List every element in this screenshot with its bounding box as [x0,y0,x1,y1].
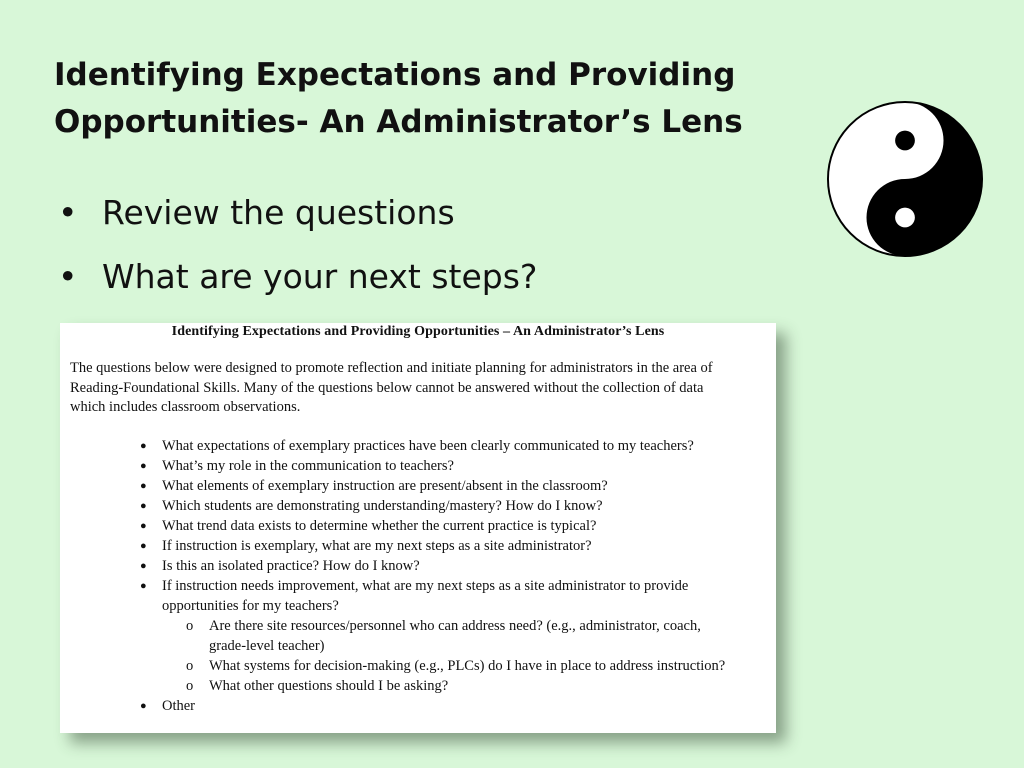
question-text: Which students are demonstrating understanding/mastery? How do I know? [162,498,603,514]
slide-bullet-text: Review the questions [102,193,455,232]
bullet-marker: ● [140,580,147,592]
bullet-marker: ● [140,480,147,492]
question-text: What’s my role in the communication to teachers? [162,458,454,474]
question-text: Is this an isolated practice? How do I know? [162,558,420,574]
bullet-marker: ● [140,460,147,472]
bullet-marker: ● [140,560,147,572]
bullet-marker: ● [140,440,147,452]
question-text: What expectations of exemplary practices have been clearly communicated to my teachers? [162,438,694,454]
document-image [60,323,776,733]
bullet-dot: • [58,257,78,296]
intro-line: The questions below were designed to promote reflection and initiate planning for administrators in the area of [70,360,713,376]
sub-list-item [60,616,776,656]
bullet-marker: ● [140,700,147,712]
question-list [60,436,776,716]
sub-marker: o [186,678,194,694]
sub-marker: o [186,658,194,674]
question-text: Other [162,698,196,714]
sub-question-text: What systems for decision-making (e.g., PLCs) do I have in place to address instruction? [209,658,726,674]
slide-bullet-text: What are your next steps? [102,257,538,296]
slide-bullet-review [58,187,537,251]
list-item [60,516,776,536]
question-text: What elements of exemplary instruction are present/absent in the classroom? [162,478,608,494]
list-item [60,556,776,576]
sub-marker: o [186,618,194,634]
list-item [60,536,776,556]
sub-question-text: What other questions should I be asking? [209,678,449,694]
list-item [60,496,776,516]
bullet-marker: ● [140,500,147,512]
list-item [60,456,776,476]
sub-list-item [60,656,776,676]
list-item [60,576,776,616]
slide-title-line-2: Opportunities- An Administrator’s Lens [54,104,743,140]
bullet-marker: ● [140,520,147,532]
slide-bullet-list [58,187,537,315]
question-text: If instruction is exemplary, what are my next steps as a site administrator? [162,538,592,554]
list-item [60,696,776,716]
slide-title-line-1: Identifying Expectations and Providing [54,57,736,93]
slide-bullet-next-steps [58,251,537,315]
bullet-dot: • [58,193,78,232]
yin-yang-icon [826,100,984,258]
sub-list-item [60,676,776,696]
document-intro [70,359,770,418]
sub-question-text-continued: grade-level teacher) [209,638,325,654]
list-item [60,476,776,496]
intro-line: which includes classroom observations. [70,399,301,415]
list-item [60,436,776,456]
slide-title [54,52,814,146]
document-title: Identifying Expectations and Providing Opportunities – An Administrator’s Lens [171,324,665,339]
sub-question-text: Are there site resources/personnel who can address need? (e.g., administrator, coach, [209,618,701,634]
question-text: If instruction needs improvement, what are my next steps as a site administrator to provide [162,578,689,594]
question-text-continued: opportunities for my teachers? [162,598,339,614]
question-text: What trend data exists to determine whether the current practice is typical? [162,518,597,534]
bullet-marker: ● [140,540,147,552]
intro-line: Reading-Foundational Skills. Many of the questions below cannot be answered without the collection of data [70,379,704,396]
